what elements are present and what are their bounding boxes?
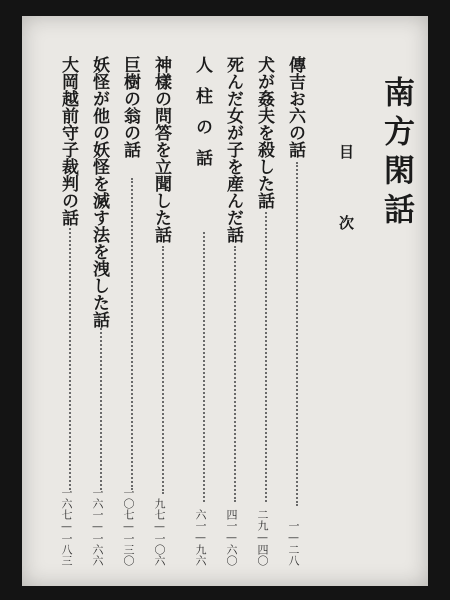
dot-leader <box>131 178 133 490</box>
dot-leader <box>234 246 236 502</box>
toc-entry-title: 傳吉お六の話 <box>285 56 305 158</box>
toc-entry-title: 妖怪が他の妖怪を滅す法を洩した話 <box>89 56 109 328</box>
toc-entry <box>286 56 308 566</box>
toc-entry-title: 大岡越前守子裁判の話 <box>58 56 78 226</box>
toc-entry-pages: 一六一—一六六 <box>91 487 104 566</box>
dot-leader <box>296 162 298 506</box>
toc-entry-title: 人柱の話 <box>192 56 212 180</box>
book-page <box>22 16 428 586</box>
toc-entry-pages: 九七—一〇六 <box>153 498 166 566</box>
toc-entry <box>121 56 143 566</box>
toc-entry <box>255 56 277 566</box>
toc-entry-pages: 二九—四〇 <box>256 509 269 566</box>
dot-leader <box>265 212 267 502</box>
dot-leader <box>69 228 71 490</box>
toc-entry-pages: 一—二八 <box>287 520 300 566</box>
toc-entry <box>90 56 112 566</box>
toc-entry-pages: 四一—六〇 <box>225 509 238 566</box>
toc-entry-pages: 六一—九六 <box>194 509 207 566</box>
toc-entry-title: 死んだ女が子を産んだ話 <box>223 56 243 243</box>
toc-heading: 目次 <box>337 144 355 286</box>
toc-entry <box>59 56 81 566</box>
dot-leader <box>203 232 205 502</box>
toc-entry <box>193 56 215 566</box>
toc-entry-pages: 一六七—一八三 <box>60 487 73 566</box>
dot-leader <box>100 328 102 490</box>
toc-entry <box>152 56 174 566</box>
toc-entry-pages: 一〇七—一三〇 <box>122 487 135 566</box>
book-title: 南方閑話 <box>378 76 414 232</box>
toc-entry-title: 神樣の問答を立聞した話 <box>151 56 171 243</box>
toc-entry-title: 犬が姦夫を殺した話 <box>254 56 274 209</box>
toc-entry <box>224 56 246 566</box>
toc-entry-title: 巨樹の翁の話 <box>120 56 140 158</box>
dot-leader <box>162 246 164 494</box>
